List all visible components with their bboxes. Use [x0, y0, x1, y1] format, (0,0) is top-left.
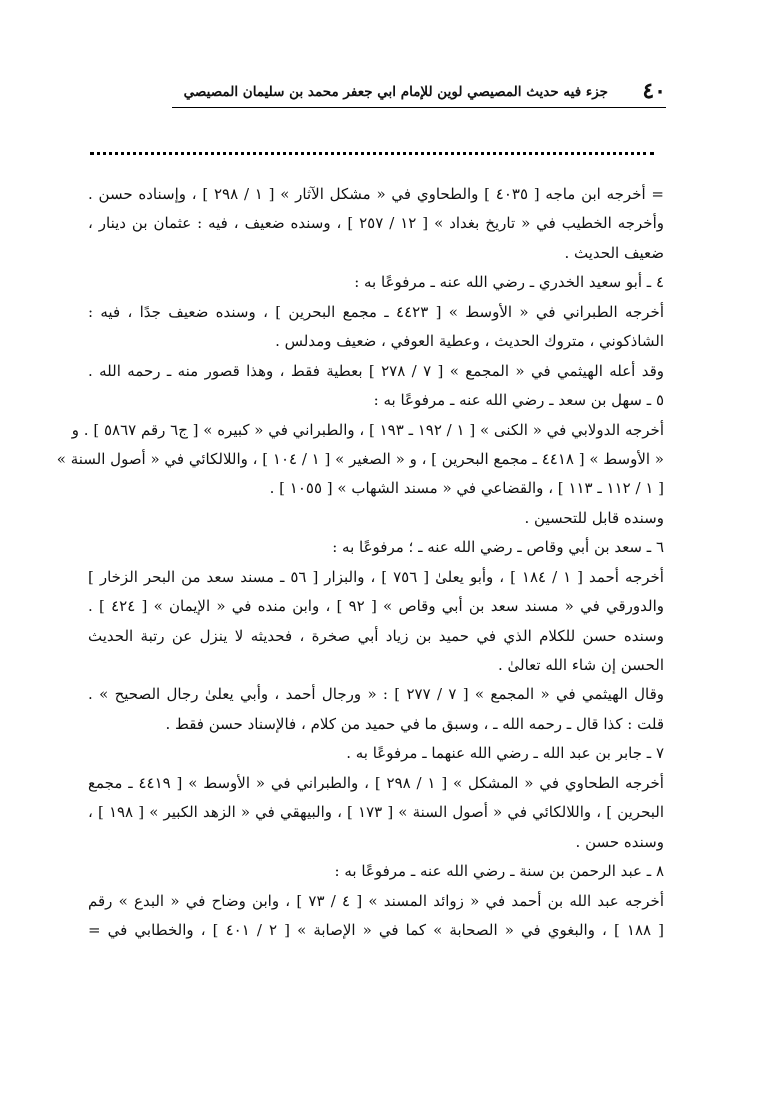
text-line: « الأوسط » [ ٤٤١٨ ـ مجمع البحرين ] ، و « الصغير » [ ١ / ١٠٤ ] ، واللالكائي في « أصول السنة » — [56, 449, 664, 468]
text-line: وقال الهيثمي في « المجمع » [ ٧ / ٢٧٧ ] : « ورجال أحمد ، وأبي يعلىٰ رجال الصحيح » . — [88, 685, 665, 704]
text-line: قلت : كذا قال ـ رحمه الله ـ ، وسبق ما في حميد من كلام ، فالإسناد حسن فقط . — [165, 714, 664, 733]
text-line: البحرين ] ، واللالكائي في « أصول السنة » [ ١٧٣ ] ، والبيهقي في « الزهد الكبير » [ ١٩٨ ] ، — [88, 803, 665, 822]
text-line: [ ١ / ١١٢ ـ ١١٣ ] ، والقضاعي في « مسند الشهاب » [ ١٠٥٥ ] . — [269, 479, 664, 498]
text-line: أخرجه الطبراني في « الأوسط » [ ٤٤٢٣ ـ مجمع البحرين ] ، وسنده ضعيف جدًا ، فيه : — [88, 302, 664, 321]
text-line: وسنده حسن . — [575, 832, 664, 851]
text-line: وقد أعله الهيثمي في « المجمع » [ ٧ / ٢٧٨ ] بعطية فقط ، وهذا قصور منه ـ رحمه الله . — [88, 361, 665, 380]
text-line: والدورقي في « مسند سعد بن أبي وقاص » [ ٩٢ ] ، وابن منده في « الإيمان » [ ٤٢٤ ] . — [88, 597, 664, 616]
header-rule — [172, 107, 666, 108]
text-line: الشاذكوني ، متروك الحديث ، وعطية العوفي ، ضعيف ومدلس . — [275, 332, 664, 351]
text-line: أخرجه الطحاوي في « المشكل » [ ١ / ٢٩٨ ] ، والطبراني في « الأوسط » [ ٤٤١٩ ـ مجمع — [88, 773, 664, 792]
text-line: = أخرجه ابن ماجه [ ٤٠٣٥ ] والطحاوي في « مشكل الآثار » [ ١ / ٢٩٨ ] ، وإسناده حسن . — [88, 185, 664, 203]
text-line: أخرجه عبد الله بن أحمد في « زوائد المسند » [ ٤ / ٧٣ ] ، وابن وضاح في « البدع » رقم — [88, 891, 664, 910]
text-line: ٨ ـ عبد الرحمن بن سنة ـ رضي الله عنه ـ مرفوعًا به : — [334, 862, 664, 881]
text-line: وأخرجه الخطيب في « تاريخ بغداد » [ ١٢ / ٢٥٧ ] ، وسنده ضعيف ، فيه : عثمان بن دينار ، — [88, 214, 664, 233]
text-line: ضعيف الحديث . — [564, 243, 664, 262]
text-line: [ ١٨٨ ] ، والبغوي في « الصحابة » كما في « الإصابة » [ ٢ / ٤٠١ ] ، والخطابي في = — [88, 920, 665, 939]
running-title: جزء فيه حديث المصيصي لوين للإمام ابي جعفر محمد بن سليمان المصيصي — [183, 84, 608, 100]
text-line: ٤ ـ أبو سعيد الخدري ـ رضي الله عنه ـ مرفوعًا به : — [354, 273, 664, 292]
text-line: أخرجه الدولابي في « الكنى » [ ١ / ١٩٢ ـ ١٩٣ ] ، والطبراني في « كبيره » [ ج٦ رقم ٥٨٦٧ ] . و — [71, 420, 664, 439]
text-line: ٥ ـ سهل بن سعد ـ رضي الله عنه ـ مرفوعًا به : — [373, 391, 664, 410]
text-line: وسنده قابل للتحسين . — [524, 508, 664, 527]
text-line: وسنده حسن للكلام الذي في حميد بن زياد أبي صخرة ، فحديثه لا ينزل عن رتبة الحديث — [88, 626, 664, 645]
text-line: ٦ ـ سعد بن أبي وقاص ـ رضي الله عنه ـ ؛ مرفوعًا به : — [332, 538, 664, 557]
text-line: ٧ ـ جابر بن عبد الله ـ رضي الله عنهما ـ مرفوعًا به . — [346, 744, 664, 763]
footnote-text — [56, 180, 665, 945]
page-header — [88, 78, 666, 108]
text-line: الحسن إن شاء الله تعالىٰ . — [497, 656, 664, 674]
text-line: أخرجه أحمد [ ١ / ١٨٤ ] ، وأبو يعلىٰ [ ٧٥٦ ] ، والبزار [ ٥٦ ـ مسند سعد من البحر الزخار ] — [88, 567, 664, 586]
footnote-separator — [90, 152, 654, 155]
page-number: ٤٠ — [642, 78, 666, 104]
